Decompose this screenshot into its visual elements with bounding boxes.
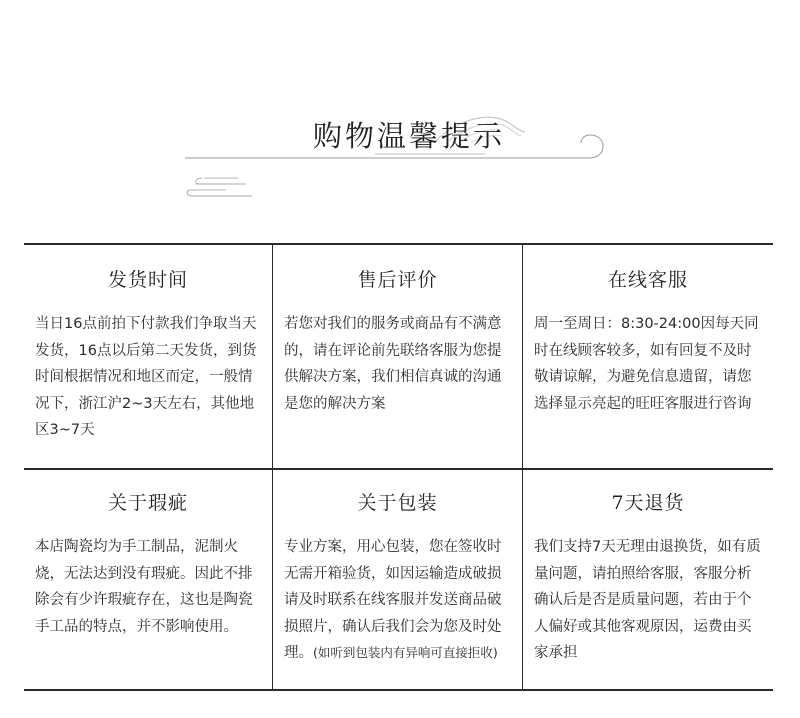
grid-row <box>24 468 773 689</box>
page-title: 购物温馨提示 <box>313 119 506 153</box>
cloud-line-decoration <box>186 176 256 200</box>
card-flaws <box>24 468 273 689</box>
card-body: 当日16点前拍下付款我们争取当天发货，16点以后第二天发货，到货时间根据情况和地区而定，一般情况下，浙江沪2~3天左右，其他地区3~7天 <box>35 316 257 438</box>
card-title: 售后评价 <box>357 269 438 291</box>
title-banner <box>185 108 605 168</box>
card-note: (如听到包装内有异响可直接拒收) <box>313 645 498 660</box>
card-online-service <box>523 245 773 468</box>
card-title: 发货时间 <box>107 269 188 291</box>
card-title: 关于包装 <box>357 492 438 514</box>
card-7day-return <box>523 468 773 689</box>
card-title: 7天退货 <box>611 492 685 514</box>
card-body: 若您对我们的服务或商品有不满意的，请在评论前先联络客服为您提供解决方案，我们相信真诚的沟通是您的解决方案 <box>284 316 502 412</box>
card-title: 关于瑕疵 <box>107 492 188 514</box>
grid-row <box>24 245 773 470</box>
card-body-wrap <box>284 534 514 667</box>
page-header <box>0 0 800 240</box>
card-shipping-time <box>24 245 273 468</box>
card-after-sales <box>273 245 523 468</box>
info-grid <box>24 243 773 691</box>
card-body: 专业方案，用心包装，您在签收时无需开箱验货，如因运输造成破损请及时联系在线客服并发送商品破损照片，确认后我们会为您及时处理。 <box>284 539 502 661</box>
card-title: 在线客服 <box>607 269 688 291</box>
card-body: 本店陶瓷均为手工制品，泥制火烧，无法达到没有瑕疵。因此不排除会有少许瑕疵存在，这也是陶瓷手工品的特点，并不影响使用。 <box>35 539 253 635</box>
card-packaging <box>273 468 523 689</box>
card-body: 周一至周日：8:30-24:00因每天同时在线顾客较多，如有回复不及时敬请谅解，为避免信息遗留，请您选择显示亮起的旺旺客服进行咨询 <box>534 316 759 412</box>
card-body: 我们支持7天无理由退换货，如有质量问题，请拍照给客服，客服分析确认后是否是质量问题，若由于个人偏好或其他客观原因，运费由买家承担 <box>534 539 761 661</box>
